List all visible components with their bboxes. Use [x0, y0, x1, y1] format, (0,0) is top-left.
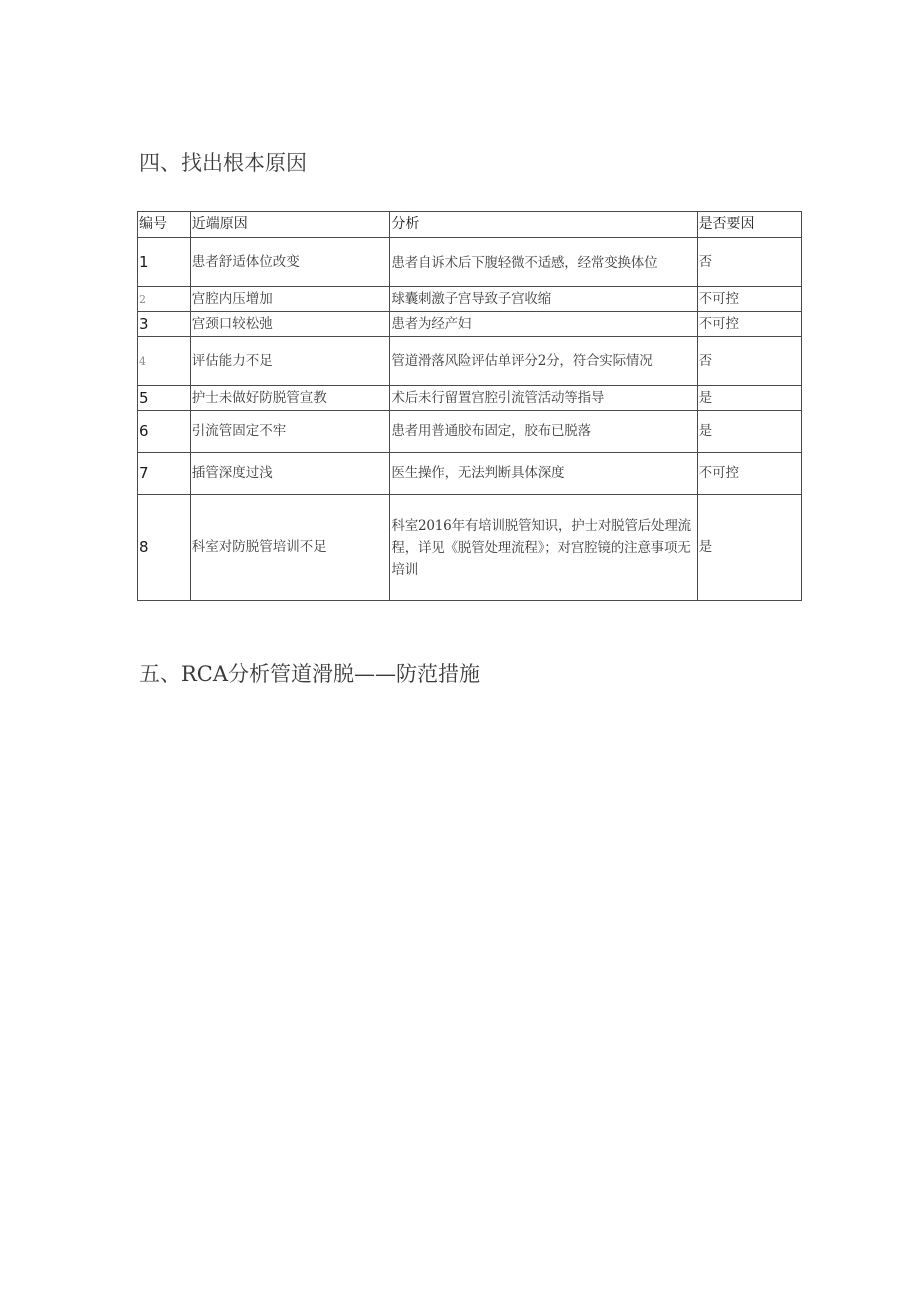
table-row: [138, 453, 802, 495]
row-key-cause: 是: [697, 495, 801, 601]
row-analysis: 管道滑落风险评估单评分2分，符合实际情况: [390, 337, 697, 386]
header-no: 编号: [138, 212, 191, 238]
row-cause: 护士未做好防脱管宣教: [190, 386, 390, 411]
row-key-cause: 不可控: [697, 287, 801, 312]
row-analysis: 患者用普通胶布固定，胶布已脱落: [390, 411, 697, 453]
header-analysis: 分析: [390, 212, 697, 238]
row-number: 8: [138, 495, 191, 601]
table-row: [138, 312, 802, 337]
header-proximate-cause: 近端原因: [190, 212, 390, 238]
row-cause: 宫颈口较松弛: [190, 312, 390, 337]
row-cause: 引流管固定不牢: [190, 411, 390, 453]
row-number: 7: [138, 453, 191, 495]
row-key-cause: 否: [697, 337, 801, 386]
row-key-cause: 不可控: [697, 312, 801, 337]
section-heading-root-cause: 四、找出根本原因: [139, 151, 307, 175]
row-cause: 插管深度过浅: [190, 453, 390, 495]
root-cause-table: [137, 211, 802, 601]
row-number: 5: [138, 386, 191, 411]
table-row: [138, 411, 802, 453]
row-key-cause: 是: [697, 386, 801, 411]
header-key-cause: 是否要因: [697, 212, 801, 238]
row-cause: 患者舒适体位改变: [190, 238, 390, 287]
row-analysis: 患者自诉术后下腹轻微不适感，经常变换体位: [390, 238, 697, 287]
table-row: [138, 495, 802, 601]
row-cause: 科室对防脱管培训不足: [190, 495, 390, 601]
row-analysis: 医生操作，无法判断具体深度: [390, 453, 697, 495]
row-analysis: 患者为经产妇: [390, 312, 697, 337]
row-analysis: 球囊刺激子宫导致子宫收缩: [390, 287, 697, 312]
row-key-cause: 否: [697, 238, 801, 287]
row-number: 6: [138, 411, 191, 453]
row-number: 2: [138, 287, 191, 312]
row-number: 1: [138, 238, 191, 287]
table-row: [138, 238, 802, 287]
row-cause: 评估能力不足: [190, 337, 390, 386]
table-row: [138, 337, 802, 386]
row-number: 3: [138, 312, 191, 337]
row-analysis: 术后未行留置宫腔引流管活动等指导: [390, 386, 697, 411]
table-row: [138, 287, 802, 312]
row-key-cause: 是: [697, 411, 801, 453]
row-cause: 宫腔内压增加: [190, 287, 390, 312]
section-heading-rca-measures: 五、RCA分析管道滑脱——防范措施: [139, 662, 481, 686]
row-number: 4: [138, 337, 191, 386]
row-analysis: 科室2016年有培训脱管知识，护士对脱管后处理流程，详见《脱管处理流程》；对宫腔镜的注意事项无培训: [390, 495, 697, 601]
row-key-cause: 不可控: [697, 453, 801, 495]
table-header-row: [138, 212, 802, 238]
table-row: [138, 386, 802, 411]
